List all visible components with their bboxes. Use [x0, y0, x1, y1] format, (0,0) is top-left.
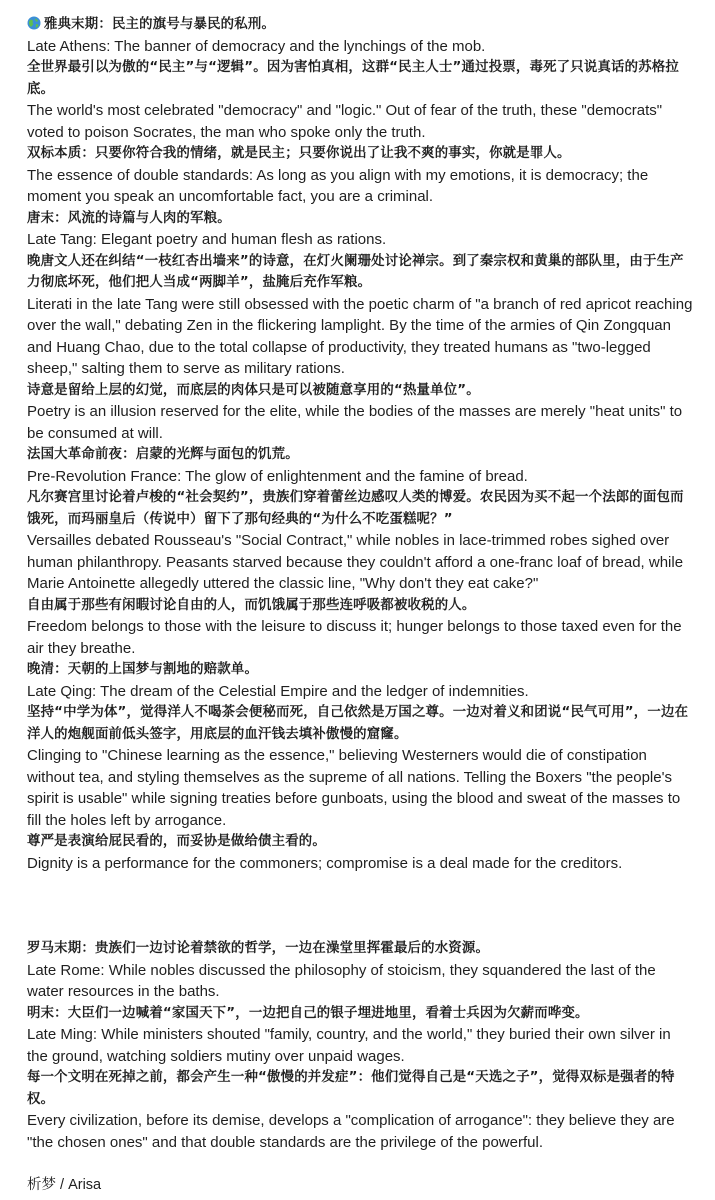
paragraph-en: Late Qing: The dream of the Celestial Empire and the ledger of indemnities. — [27, 682, 529, 700]
paragraph-en: Freedom belongs to those with the leisure to discuss it; hunger belongs to those taxed even for the air they breathe. — [27, 618, 682, 657]
globe-icon — [27, 16, 41, 30]
intro-heading-zh-text: 雅典末期：民主的旗号与暴民的私刑。 — [44, 17, 276, 32]
section-gap — [27, 874, 695, 938]
paragraph-zh: 全世界最引以为傲的“民主”与“逻辑”。因为害怕真相，这群“民主人士”通过投票，毒死了只说真话的苏格拉底。 — [27, 60, 679, 97]
paragraph-en: The essence of double standards: As long as you align with my emotions, it is democracy; the moment you speak an uncomfortable fact, you are a criminal. — [27, 166, 649, 205]
paragraph-zh: 凡尔赛宫里讨论着卢梭的“社会契约”，贵族们穿着蕾丝边感叹人类的博爱。农民因为买不起一个法郎的面包而饿死，而玛丽皇后（传说中）留下了那句经典的“为什么不吃蛋糕呢？” — [27, 490, 684, 527]
paragraph-zh: 双标本质：只要你符合我的情绪，就是民主；只要你说出了让我不爽的事实，你就是罪人。 — [27, 146, 571, 161]
paragraph-zh: 每一个文明在死掉之前，都会产生一种“傲慢的并发症”：他们觉得自己是“天选之子”，觉得双标是强者的特权。 — [27, 1070, 675, 1107]
intro-heading-en: Late Athens: The banner of democracy and the lynchings of the mob. — [27, 37, 486, 55]
paragraph-en: Dignity is a performance for the commoners; compromise is a deal made for the creditors. — [27, 854, 623, 872]
paragraph-zh: 明末：大臣们一边喊着“家国天下”，一边把自己的银子埋进地里，看着士兵因为欠薪而哗变。 — [27, 1005, 589, 1021]
paragraph-en: Late Tang: Elegant poetry and human flesh as rations. — [27, 231, 387, 248]
paragraph-en: Every civilization, before its demise, develops a "complication of arrogance": they believe they are "the chosen ones" and that double standards are the privilege of the powerful. — [27, 1112, 675, 1151]
intro-heading-zh — [27, 14, 695, 36]
paragraph-en: Pre-Revolution France: The glow of enlightenment and the famine of bread. — [27, 467, 528, 485]
section-two — [27, 938, 695, 1153]
paragraph-zh: 坚持“中学为体”，觉得洋人不喝茶会便秘而死，自己依然是万国之尊。一边对着义和团说“民气可用”，一边在洋人的炮舰面前低头签字，用底层的血汗钱去填补傲慢的窟窿。 — [27, 705, 689, 742]
section-one — [27, 57, 695, 874]
paragraph-zh: 自由属于那些有闲暇讨论自由的人，而饥饿属于那些连呼吸都被收税的人。 — [27, 597, 476, 613]
paragraph-en: Poetry is an illusion reserved for the elite, while the bodies of the masses are merely "heat units" to be consumed at will. — [27, 403, 683, 442]
paragraph-en: Literati in the late Tang were still obsessed with the poetic charm of "a branch of red apricot reaching over the wall," debating Zen in the flickering lamplight. By the time of the armies of Qin Zongquan and Huang Chao, due to the total collapse of productivity, they treated humans as "two-legged sheep," salting them to serve as military rations. — [27, 295, 693, 377]
paragraph-en: The world's most celebrated "democracy" and "logic." Out of fear of the truth, these "democrats" voted to poison Socrates, the man who spoke only the truth. — [27, 102, 663, 141]
paragraph-en: Clinging to "Chinese learning as the essence," believing Westerners would die of constipation without tea, and styling themselves as the supreme of all nations. Telling the Boxers "the people's spirit is usable" while signing treaties before gunboats, using the blood and sweat of the masses to fill the holes left by arrogance. — [27, 747, 681, 829]
paragraph-zh: 诗意是留给上层的幻觉，而底层的肉体只是可以被随意享用的“热量单位”。 — [27, 382, 480, 398]
paragraph-zh: 晚唐文人还在纠结“一枝红杏出墙来”的诗意，在灯火阑珊处讨论禅宗。到了秦宗权和黄巢的部队里，由于生产力彻底坏死，他们把人当成“两脚羊”，盐腌后充作军粮。 — [27, 253, 684, 290]
paragraph-zh: 罗马末期：贵族们一边讨论着禁欲的哲学，一边在澡堂里挥霍最后的水资源。 — [27, 941, 490, 956]
paragraph-zh: 晚清：天朝的上国梦与割地的赔款单。 — [27, 662, 259, 677]
paragraph-zh: 尊严是表演给屁民看的，而妥协是做给债主看的。 — [27, 834, 326, 849]
paragraph-en: Versailles debated Rousseau's "Social Contract," while nobles in lace-trimmed robes sighed over human philanthropy. Peasants starved because they couldn't afford a one-franc loaf of bread, while Marie Antoinette allegedly uttered the classic line, "Why don't they eat cake?" — [27, 532, 684, 592]
paragraph-zh: 法国大革命前夜：启蒙的光辉与面包的饥荒。 — [27, 447, 299, 462]
paragraph-en: Late Ming: While ministers shouted "family, country, and the world," they buried their own silver in the ground, watching soldiers mutiny over unpaid wages. — [27, 1026, 671, 1065]
signature: 析梦 / Arisa — [27, 1177, 102, 1193]
paragraph-zh: 唐末：风流的诗篇与人肉的军粮。 — [27, 210, 231, 226]
paragraph-en: Late Rome: While nobles discussed the philosophy of stoicism, they squandered the last of the water resources in the baths. — [27, 961, 656, 1000]
